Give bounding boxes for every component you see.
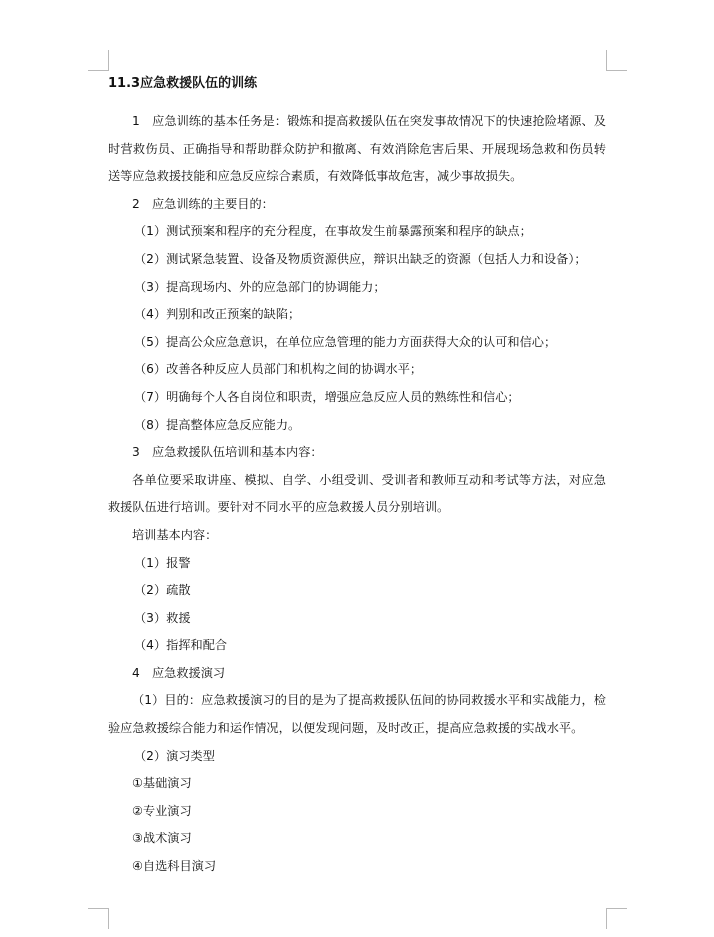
paragraph-drill-types: （2）演习类型 bbox=[134, 748, 215, 763]
drill-type-1: ①基础演习 bbox=[132, 776, 192, 791]
training-item-4: （4）指挥和配合 bbox=[134, 638, 228, 653]
crop-mark-bottom-left bbox=[88, 908, 109, 929]
training-item-1: （1）报警 bbox=[134, 555, 191, 570]
paragraph-drill-purpose: （1）目的：应急救援演习的目的是为了提高救援队伍间的协同救援水平和实战能力，检验应急救援综合能力和运作情况，以便发现问题，及时改正，提高应急救援的实战水平。 bbox=[108, 693, 606, 736]
purpose-item-5: （5）提高公众应急意识，在单位应急管理的能力方面获得大众的认可和信心； bbox=[134, 334, 557, 349]
drill-type-4: ④自选科目演习 bbox=[132, 859, 217, 874]
purpose-item-4: （4）判别和改正预案的缺陷； bbox=[134, 307, 301, 322]
purpose-item-3: （3）提高现场内、外的应急部门的协调能力； bbox=[134, 279, 386, 294]
crop-mark-bottom-right bbox=[606, 908, 627, 929]
purpose-item-8: （8）提高整体应急反应能力。 bbox=[134, 417, 301, 432]
paragraph-task: 1 应急训练的基本任务是：锻炼和提高救援队伍在突发事故情况下的快速抢险堵源、及时营救伤员、正确指导和帮助群众防护和撤离、有效消除危害后果、开展现场急救和伤员转送等应急救援技能和应急反应综合素质，有效降低事故危害，减少事故损失。 bbox=[108, 114, 606, 184]
training-item-2: （2）疏散 bbox=[134, 583, 191, 598]
purpose-item-6: （6）改善各种反应人员部门和机构之间的协调水平； bbox=[134, 362, 423, 377]
paragraph-training-content-heading: 培训基本内容： bbox=[132, 527, 218, 542]
crop-mark-top-right bbox=[606, 50, 627, 71]
purpose-item-1: （1）测试预案和程序的充分程度，在事故发生前暴露预案和程序的缺点； bbox=[134, 224, 532, 239]
purpose-item-7: （7）明确每个人各自岗位和职责，增强应急反应人员的熟练性和信心； bbox=[134, 389, 520, 404]
document-body bbox=[108, 73, 606, 881]
paragraph-training-methods: 各单位要采取讲座、模拟、自学、小组受训、受训者和教师互动和考试等方法，对应急救援队伍进行培训。要针对不同水平的应急救援人员分别培训。 bbox=[108, 472, 606, 515]
purpose-item-2: （2）测试紧急装置、设备及物质资源供应，辩识出缺乏的资源（包括人力和设备）； bbox=[134, 251, 587, 266]
drill-type-3: ③战术演习 bbox=[132, 831, 192, 846]
section-title: 11.3应急救援队伍的训练 bbox=[108, 76, 258, 91]
paragraph-purpose-heading: 2 应急训练的主要目的： bbox=[132, 196, 274, 211]
drill-type-2: ②专业演习 bbox=[132, 803, 192, 818]
paragraph-drill-heading: 4 应急救援演习 bbox=[132, 665, 226, 680]
training-item-3: （3）救援 bbox=[134, 610, 191, 625]
paragraph-training-heading: 3 应急救援队伍培训和基本内容： bbox=[132, 445, 323, 460]
crop-mark-top-left bbox=[88, 50, 109, 71]
